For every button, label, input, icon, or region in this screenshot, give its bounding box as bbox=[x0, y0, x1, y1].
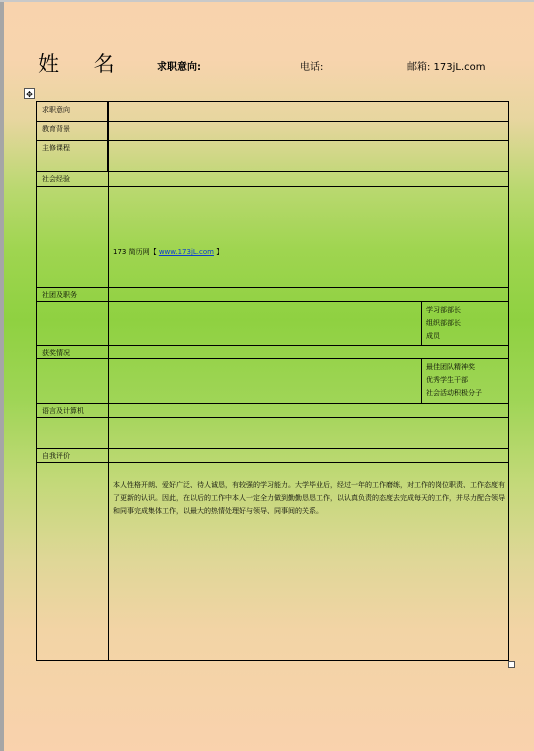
award-item: 社会活动积极分子 bbox=[426, 389, 482, 397]
experience-link[interactable]: www.173jL.com bbox=[158, 248, 214, 256]
awards-label: 获奖情况 bbox=[42, 349, 70, 357]
clubs-label: 社团及职务 bbox=[42, 291, 77, 299]
self-eval-text: 本人性格开朗、爱好广泛、待人诚恳，有较强的学习能力。大学毕业后，经过一年的工作磨练，对工作的岗位职责、工作态度有了更新的认识。因此，在以后的工作中本人一定全力做到勤勤恳恳工作，以认真负责的态度去完成每天的工作，并尽力配合领导和同事完成集体工作，以最大的热情处理好与领导、同事间的关系。 bbox=[113, 481, 505, 515]
phone-label: 电话: bbox=[300, 62, 324, 73]
club-role-item: 组织部部长 bbox=[426, 319, 461, 327]
objective-label: 求职意向: bbox=[157, 62, 201, 73]
courses-label: 主修课程 bbox=[37, 140, 108, 171]
self-eval-label: 自我评价 bbox=[42, 452, 70, 460]
page-left-edge bbox=[0, 0, 4, 751]
applicant-name: 姓 名 bbox=[38, 52, 129, 76]
award-side-divider bbox=[421, 358, 422, 403]
job-intent-label: 求职意向 bbox=[37, 102, 108, 121]
award-list bbox=[426, 361, 482, 400]
experience-content bbox=[113, 248, 223, 256]
row-line-12 bbox=[37, 462, 508, 463]
resume-header bbox=[0, 0, 534, 100]
languages-label: 语言及计算机 bbox=[42, 407, 84, 415]
email-label: 邮箱: 173jL.com bbox=[407, 62, 486, 73]
club-roles-list bbox=[426, 304, 461, 343]
experience-text: 173 简历网【 bbox=[113, 248, 157, 256]
club-side-divider bbox=[421, 301, 422, 345]
club-role-item: 学习部部长 bbox=[426, 306, 461, 314]
social-experience-label: 社会经验 bbox=[42, 175, 70, 183]
education-label: 教育背景 bbox=[37, 121, 108, 140]
table-move-handle-icon[interactable]: ✥ bbox=[24, 88, 35, 99]
club-role-item: 成员 bbox=[426, 332, 440, 340]
award-item: 优秀学生干部 bbox=[426, 376, 468, 384]
award-item: 最佳团队精神奖 bbox=[426, 363, 475, 371]
row-line-6 bbox=[37, 301, 508, 302]
experience-close: 】 bbox=[216, 248, 224, 256]
row-line-4 bbox=[37, 186, 508, 187]
row-line-8 bbox=[37, 358, 508, 359]
table-resize-handle-icon[interactable] bbox=[508, 661, 515, 668]
row-line-10 bbox=[37, 417, 508, 418]
resume-table bbox=[36, 101, 509, 661]
